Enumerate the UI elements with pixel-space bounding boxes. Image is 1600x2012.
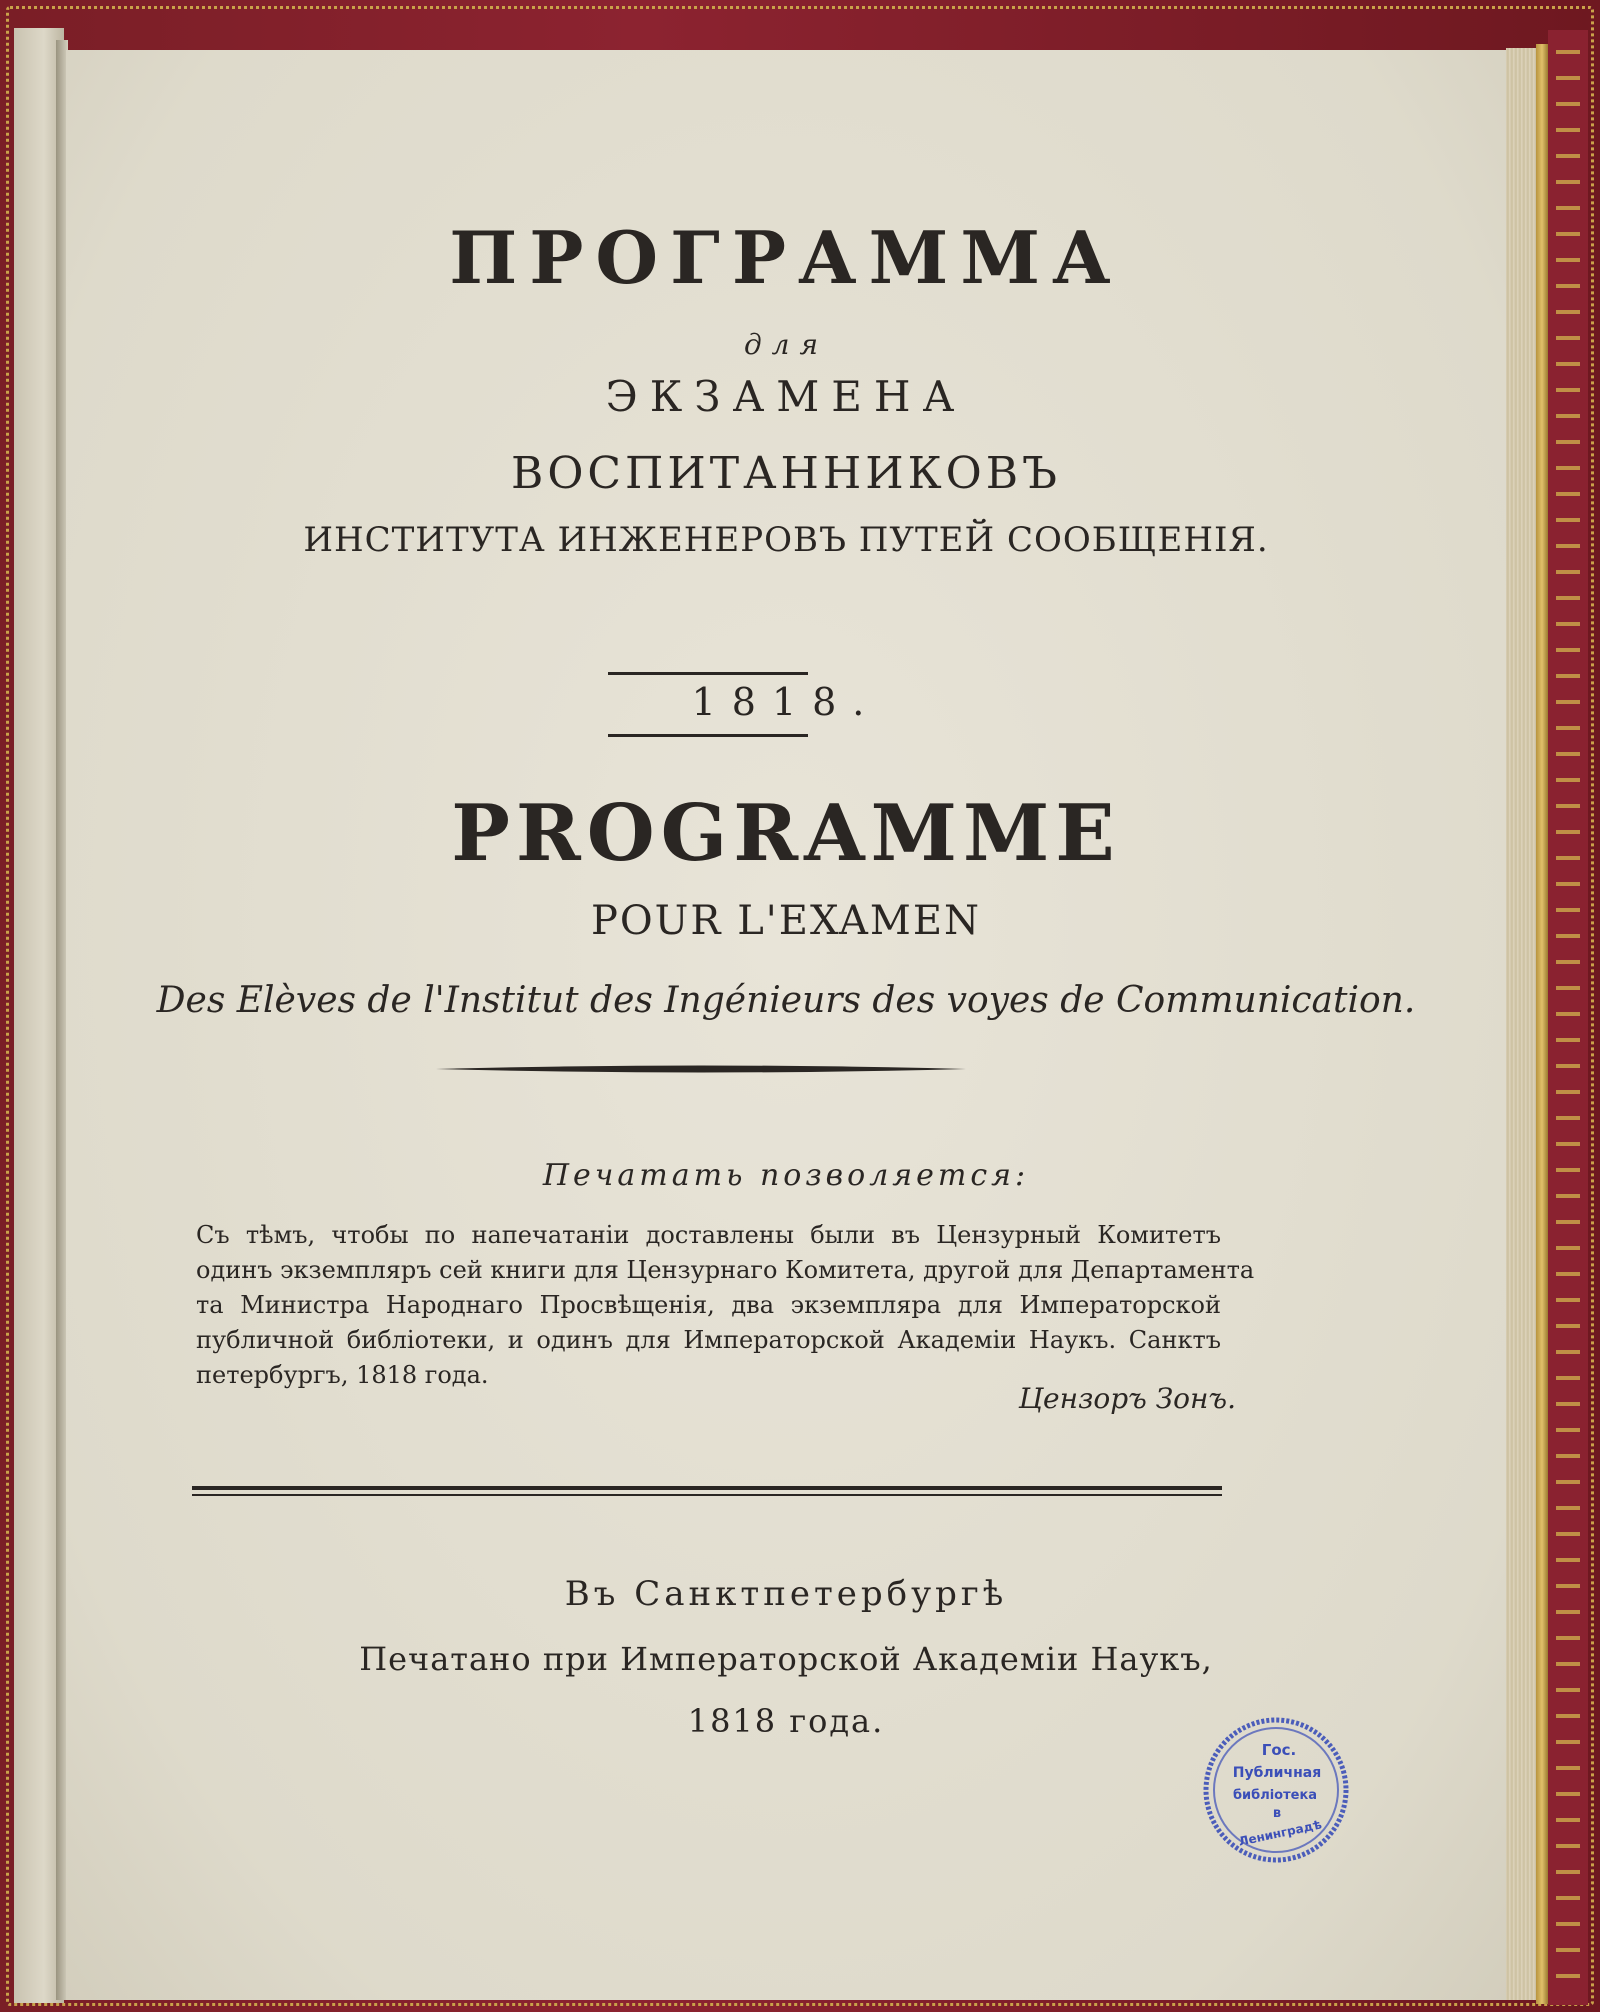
imprint-printer: Печатано при Императорской Академіи Наукъ, (359, 1640, 1213, 1678)
censor-signature: Цензоръ Зонъ. (1018, 1382, 1236, 1415)
permission-line: Съ тѣмъ, чтобы по напечатаніи доставлены были въ Цензурный Комитетъ (196, 1221, 1221, 1249)
russian-dlya: для (743, 328, 829, 361)
title-page (66, 50, 1506, 2000)
stamp-line: Публичная (1232, 1765, 1322, 1781)
permission-line: та Министра Народнаго Просвѣщенія, два экземпляра для Императорской (196, 1291, 1221, 1319)
permission-line: одинъ экземпляръ сей книги для Цензурнаго Комитета, другой для Департамента (196, 1256, 1255, 1284)
permission-line: публичной библіотеки, и одинъ для Императорской Академіи Наукъ. Санктъ (196, 1326, 1221, 1354)
year-rule-top (608, 672, 808, 675)
french-title: PROGRAMME (451, 788, 1121, 879)
stamp-line: Гос. (1261, 1741, 1297, 1759)
french-subtitle: POUR L'EXAMEN (590, 898, 982, 944)
stamp-line: Ленинградѣ (1237, 1817, 1323, 1849)
russian-institute: ИНСТИТУТА ИНЖЕНЕРОВЪ ПУТЕЙ СООБЩЕНІЯ. (303, 520, 1269, 560)
year: 1818. (691, 680, 881, 724)
permission-heading: Печатать позволяется: (542, 1158, 1030, 1193)
french-description: Des Elèves de l'Institut des Ingénieurs des voyes de Communication. (156, 980, 1416, 1021)
year-rule-bottom (608, 734, 808, 737)
permission-line: петербургъ, 1818 года. (196, 1361, 489, 1389)
gilt-edge (1536, 44, 1548, 2004)
imprint-year: 1818 года. (687, 1702, 885, 1740)
double-rule (192, 1486, 1222, 1500)
binding-ornament (1556, 40, 1580, 1995)
stamp-line: в (1272, 1806, 1282, 1821)
page-edge (1506, 48, 1536, 2000)
swelled-rule (436, 1064, 966, 1074)
russian-title: ПРОГРАММА (449, 215, 1123, 300)
library-stamp (1201, 1715, 1351, 1865)
imprint-city: Въ Санктпетербургѣ (564, 1574, 1008, 1614)
stamp-line: библіотека (1232, 1788, 1318, 1803)
russian-pupils: ВОСПИТАННИКОВЪ (510, 448, 1061, 499)
russian-exam: ЭКЗАМЕНА (605, 372, 967, 421)
permission-text (196, 1218, 1255, 1393)
